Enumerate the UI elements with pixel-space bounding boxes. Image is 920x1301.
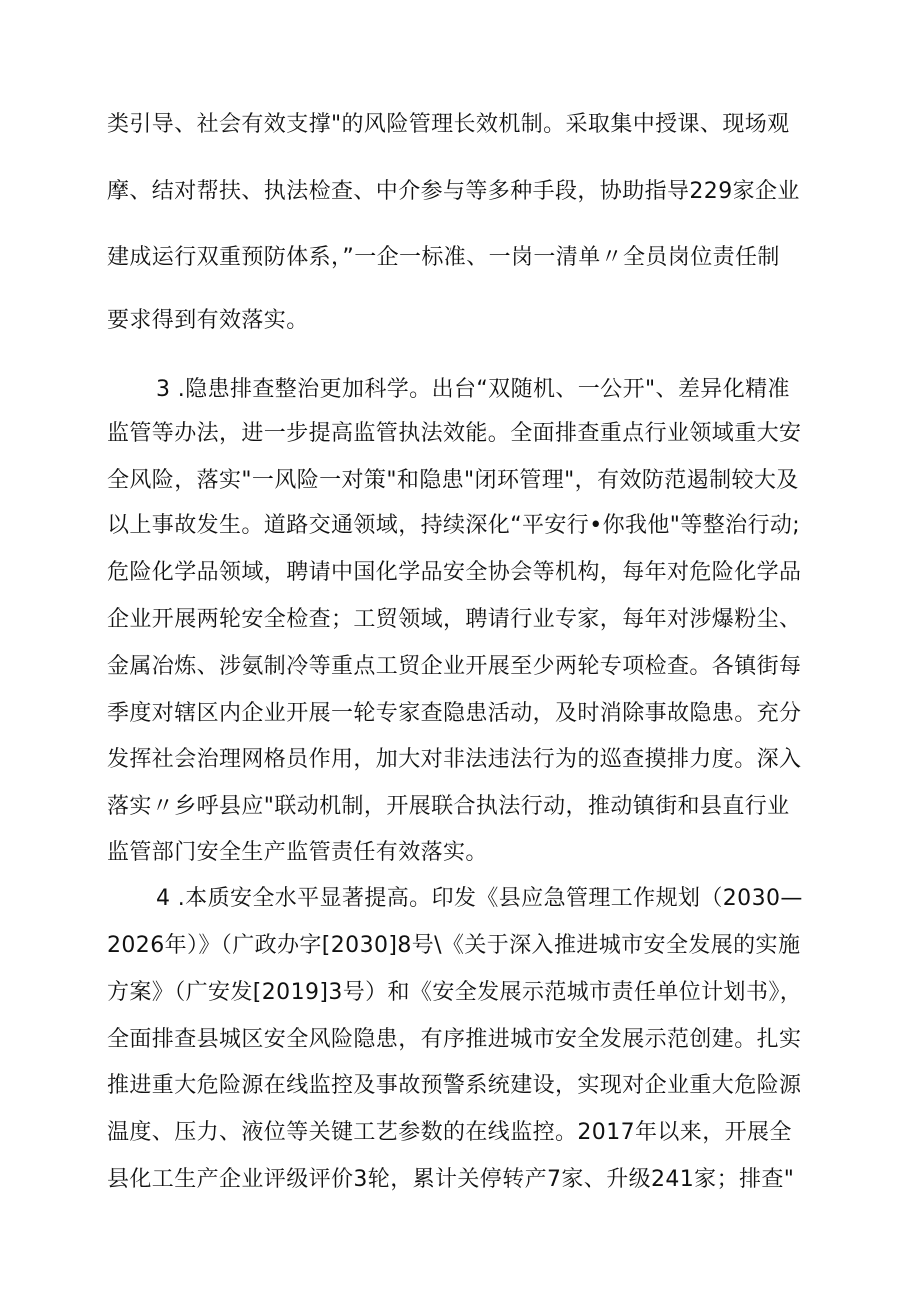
text-line: 2026年）》（广政办字[2030]8号\《关于深入推进城市安全发展的实施	[107, 933, 801, 958]
text-line: 摩、结对帮扶、执法检查、中介参与等多种手段，协助指导229家企业	[107, 179, 800, 204]
text-line: 以上事故发生。道路交通领域，持续深化“平安行•你我他"等整治行动;	[107, 513, 801, 538]
text-line: 建成运行双重预防体系，”一企一标准、一岗一清单〃全员岗位责任制	[107, 245, 780, 270]
text-line: 落实〃乡呼县应"联动机制，开展联合执法行动，推动镇街和县直行业	[107, 794, 790, 819]
text-line: 类引导、社会有效支撑"的风险管理长效机制。采取集中授课、现场观	[107, 112, 790, 137]
text-line: 金属冶炼、涉氨制冷等重点工贸企业开展至少两轮专项检查。各镇街每	[107, 654, 802, 679]
text-line: 3 .隐患排查整治更加科学。出台“双随机、一公开"、差异化精准	[156, 377, 790, 402]
text-line: 监管部门安全生产监管责任有效落实。	[107, 840, 488, 865]
text-line: 温度、压力、液位等关键工艺参数的在线监控。2017年以来，开展全	[107, 1120, 792, 1145]
text-line: 企业开展两轮安全检查；工贸领域，聘请行业专家，每年对涉爆粉尘、	[107, 607, 802, 632]
text-line: 4 .本质安全水平显著提高。印发《县应急管理工作规划（2030—	[156, 886, 803, 911]
text-line: 要求得到有效落实。	[107, 308, 309, 333]
text-line: 全面排查县城区安全风险隐患，有序推进城市安全发展示范创建。扎实	[107, 1027, 802, 1052]
text-line: 监管等办法，进一步提高监管执法效能。全面排查重点行业领域重大安	[107, 421, 802, 446]
text-line: 发挥社会治理网格员作用，加大对非法违法行为的巡查摸排力度。深入	[107, 747, 802, 772]
text-line: 全风险，落实"一风险一对策"和隐患"闭环管理"，有效防范遏制较大及	[107, 468, 799, 493]
text-line: 季度对辖区内企业开展一轮专家查隐患活动，及时消除事故隐患。充分	[107, 701, 802, 726]
text-line: 危险化学品领域，聘请中国化学品安全协会等机构，每年对危险化学品	[107, 560, 802, 585]
text-line: 推进重大危险源在线监控及事故预警系统建设，实现对企业重大危险源	[107, 1073, 802, 1098]
text-line: 县化工生产企业评级评价3轮，累计关停转产7家、升级241家；排查"	[107, 1167, 795, 1192]
text-line: 方案》（广安发[2019]3号）和《安全发展示范城市责任单位计划书》，	[107, 980, 803, 1005]
